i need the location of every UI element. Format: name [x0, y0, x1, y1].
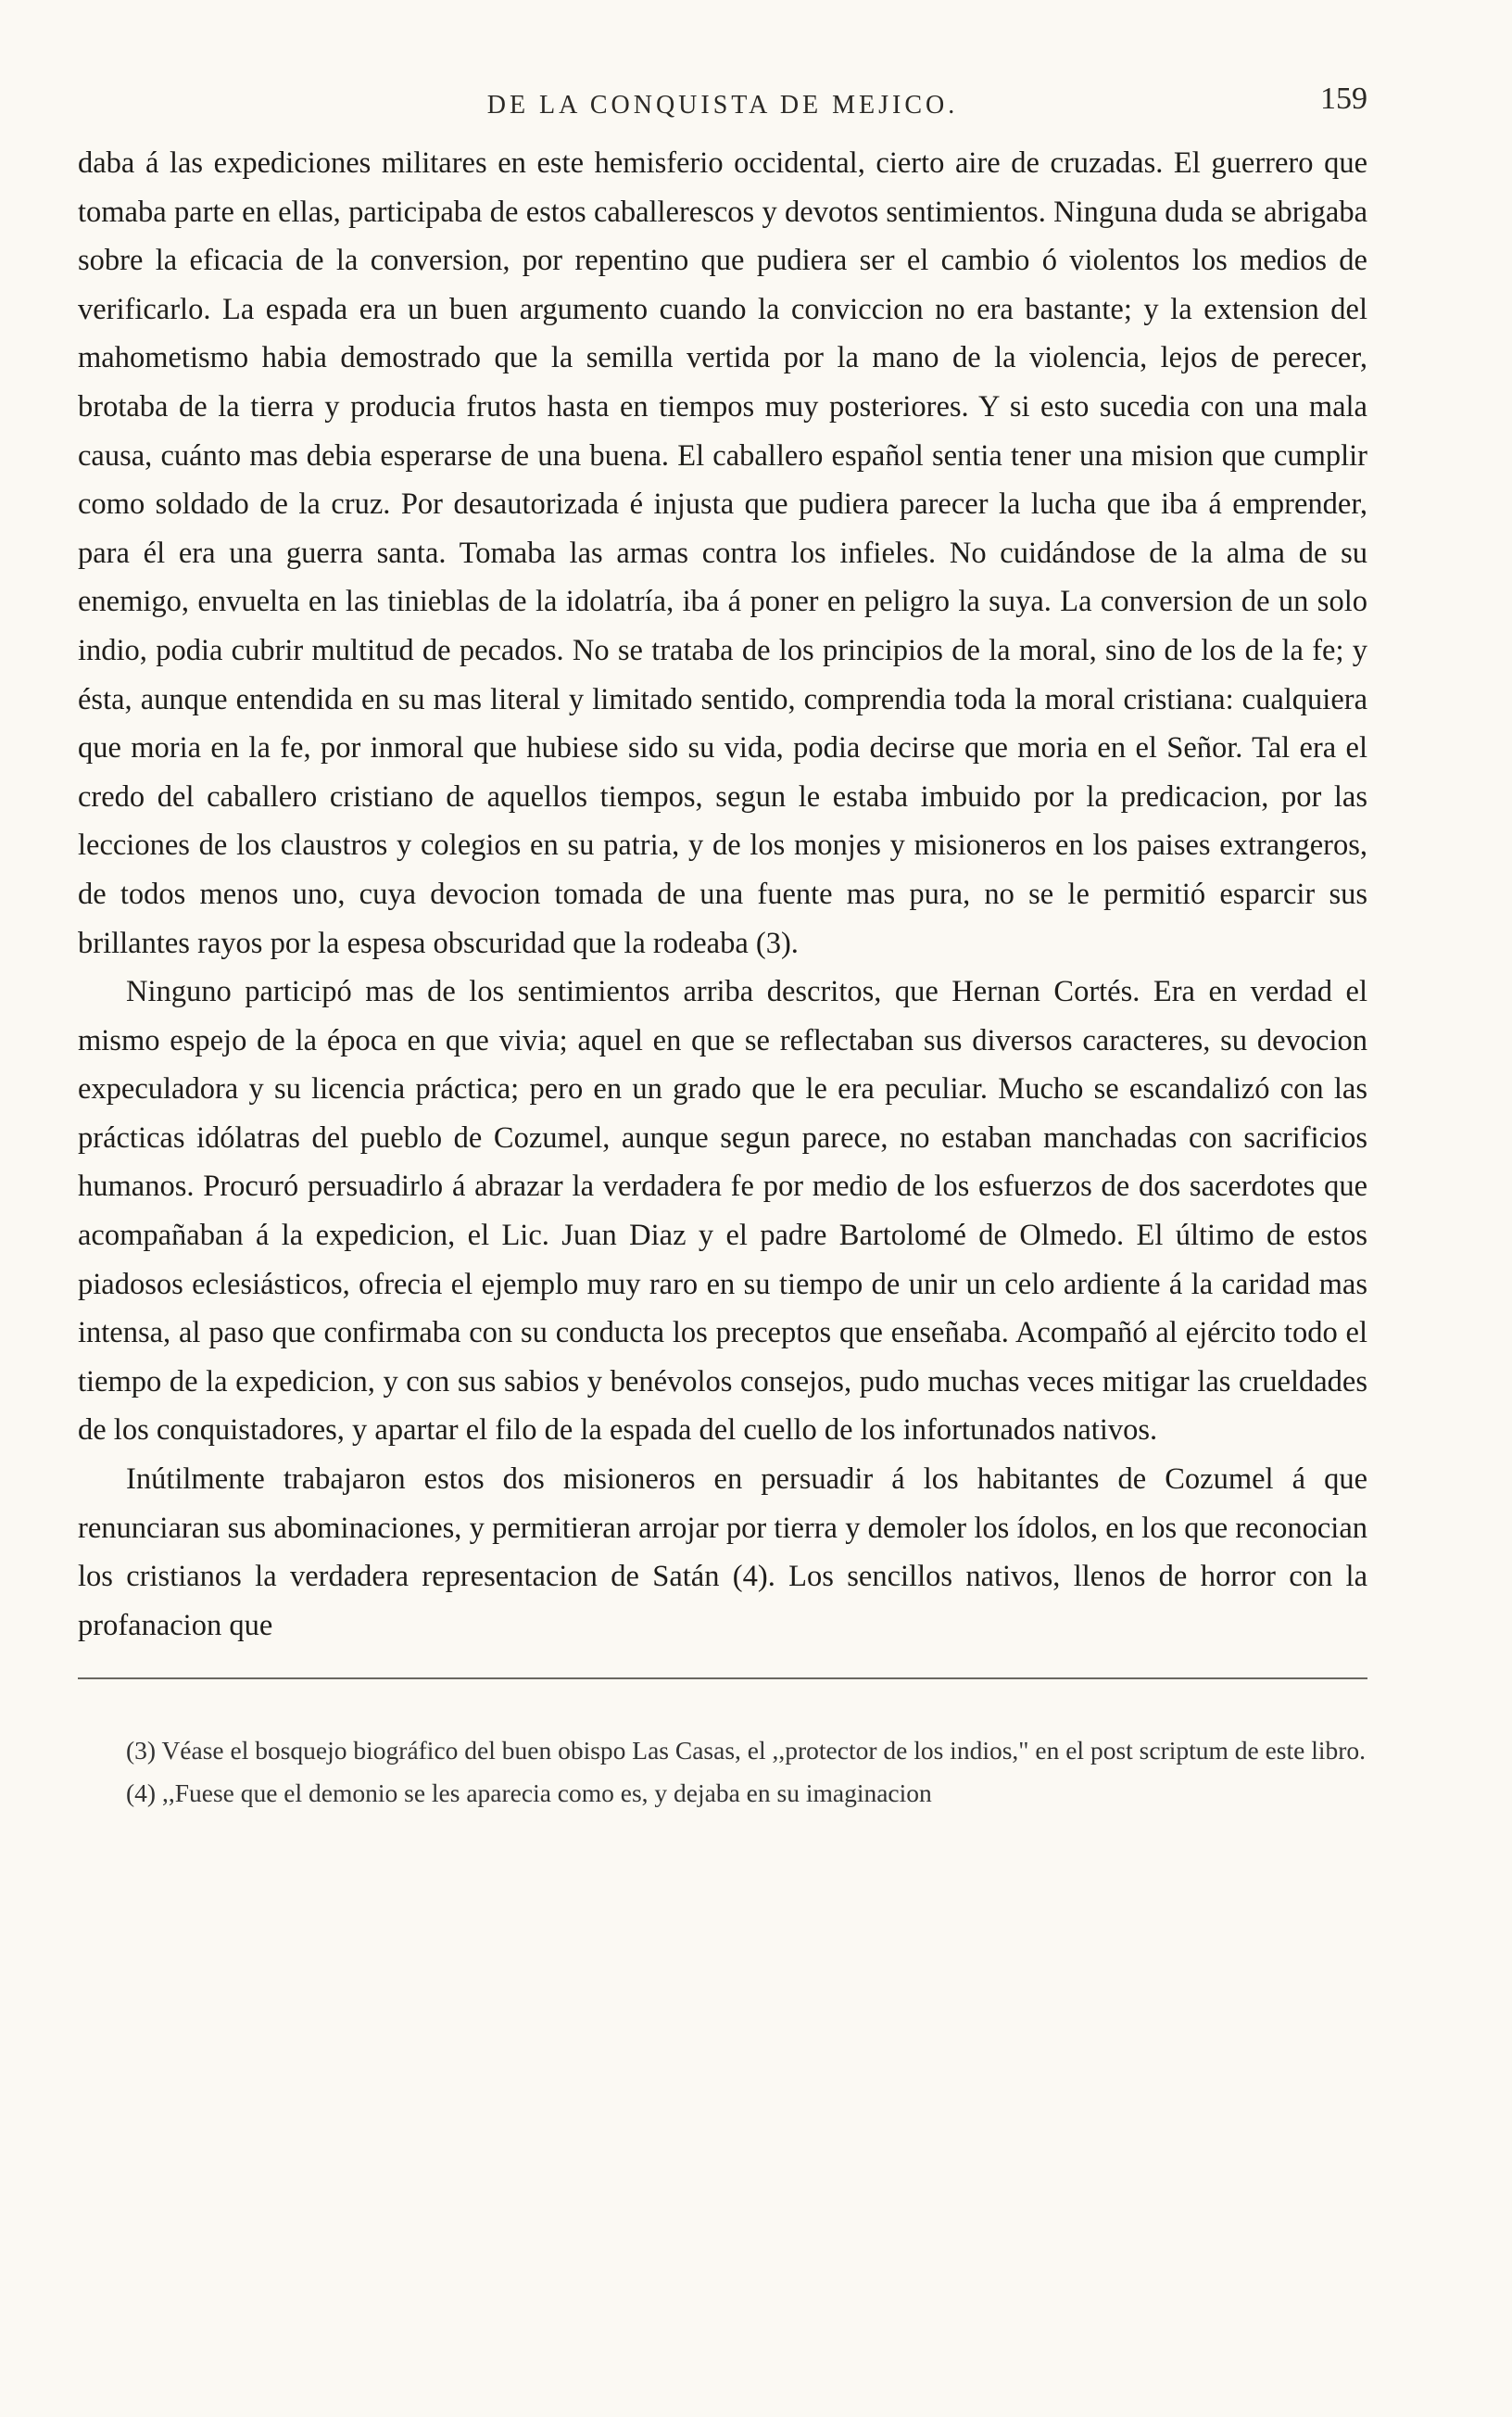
paragraph: Ninguno participó mas de los sentimientos arriba descritos, que Hernan Cortés. Era en verdad el mismo espejo de la época en que vivia; aquel en que se reflectaban sus diversos caracteres, su devocion expeculadora y su licencia práctica; pero en un grado que le era peculiar. Mucho se escandalizó con las prácticas idólatras del pueblo de Cozumel, aunque segun parece, no estaban manchadas con sacrificios humanos. Procuró persuadirlo á abrazar la verdadera fe por medio de los esfuerzos de dos sacerdotes que acompañaban á la expedicion, el Lic. Juan Diaz y el padre Bartolomé de Olmedo. El último de estos piadosos eclesiásticos, ofrecia el ejemplo muy raro en su tiempo de unir un celo ardiente á la caridad mas intensa, al paso que confirmaba con su conducta los preceptos que enseñaba. Acompañó al ejército todo el tiempo de la expedicion, y con sus sabios y benévolos consejos, pudo muchas veces mitigar las crueldades de los conquistadores, y apartar el filo de la espada del cuello de los infortunados nativos. — [78, 975, 1367, 1448]
page-header — [78, 82, 1367, 137]
footnotes — [78, 1729, 1367, 1815]
paragraph: Inútilmente trabajaron estos dos misioneros en persuadir á los habitantes de Cozumel á que renunciaran sus abominaciones, y permitieran arrojar por tierra y demoler los ídolos, en los que reconocian los cristianos la verdadera representacion de Satán (4). Los sencillos nativos, llenos de horror con la profanacion que — [78, 1462, 1367, 1642]
page-number: 159 — [1320, 82, 1367, 116]
running-head: DE LA CONQUISTA DE MEJICO. — [486, 91, 959, 120]
footnote: (3) Véase el bosquejo biográfico del buen obispo Las Casas, el ,,protector de los indios," en el post scriptum de este libro. — [126, 1736, 1367, 1765]
paragraph: daba á las expediciones militares en este hemisferio occidental, cierto aire de cruzadas. El guerrero que tomaba parte en ellas, participaba de estos caballerescos y devotos sentimientos. Ninguna duda se abrigaba sobre la eficacia de la conversion, por repentino que pudiera ser el cambio ó violentos los medios de verificarlo. La espada era un buen argumento cuando la conviccion no era bastante; y la extension del mahometismo habia demostrado que la semilla vertida por la mano de la violencia, lejos de perecer, brotaba de la tierra y producia frutos hasta en tiempos muy posteriores. Y si esto sucedia con una mala causa, cuánto mas debia esperarse de una buena. El caballero español sentia tener una mision que cumplir como soldado de la cruz. Por desautorizada é injusta que pudiera parecer la lucha que iba á emprender, para él era una guerra santa. Tomaba las armas contra los infieles. No cuidándose de la alma de su enemigo, envuelta en las tinieblas de la idolatría, iba á poner en peligro la suya. La conversion de un solo indio, podia cubrir multitud de pecados. No se trataba de los principios de la moral, sino de los de la fe; y ésta, aunque entendida en su mas literal y limitado sentido, comprendia toda la moral cristiana: cualquiera que moria en la fe, por inmoral que hubiese sido su vida, podia decirse que moria en el Señor. Tal era el credo del caballero cristiano de aquellos tiempos, segun le estaba imbuido por la predicacion, por las lecciones de los claustros y colegios en su patria, y de los monjes y misioneros en los paises extrangeros, de todos menos uno, cuya devocion tomada de una fuente mas pura, no se le permitió esparcir sus brillantes rayos por la espesa obscuridad que la rodeaba (3). — [78, 146, 1367, 960]
body-text — [78, 139, 1367, 1650]
footnote-divider — [78, 1677, 1367, 1679]
book-page — [78, 82, 1367, 1815]
footnote: (4) ,,Fuese que el demonio se les aparecia como es, y dejaba en su imaginacion — [126, 1778, 932, 1808]
